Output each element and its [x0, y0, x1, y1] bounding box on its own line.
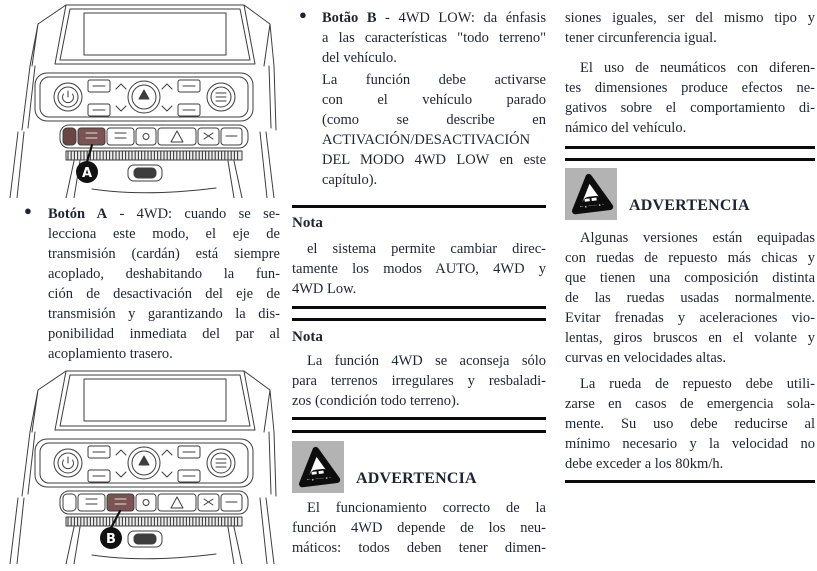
nota-2-body: La función 4WD se aconseja sólo para terrenos irregulares y resbaladi- zos (condición todo terreno). — [292, 353, 546, 409]
bullet-icon: ● — [24, 203, 32, 218]
warning-triangle-car-icon — [565, 168, 617, 220]
nota-1-body: el sistema permite cambiar direc- tamente los modos AUTO, 4WD y 4WD Low. — [292, 241, 546, 297]
bullet-icon: ● — [299, 7, 307, 22]
botao-b-paragraph-2 — [292, 70, 546, 190]
svg-text:A: A — [81, 166, 93, 181]
middle-column — [292, 0, 546, 571]
nota-1-heading: Nota — [292, 215, 323, 231]
left-column — [8, 0, 280, 571]
advertencia-heading: ADVERTENCIA — [629, 197, 750, 214]
rule — [565, 146, 815, 149]
rule — [292, 417, 546, 420]
warning-header-spare-wheel — [565, 168, 815, 220]
rule — [292, 306, 546, 309]
botao-b-text: Botão B - 4WD LOW: da énfasis a las características "todo terreno" del vehículo. — [322, 10, 546, 66]
nota-2-heading: Nota — [292, 329, 323, 345]
spare-wheel-body-1: Algunas versiones están equipadas con ruedas de repuesto más chicas y que tienen una composición distinta de las ruedas usadas normalmente. Evitar frenadas y aceleraciones vio- lentas, giros bruscos en el volante y curvas en velocidades altas. — [565, 230, 815, 366]
boton-a-text: Botón A - 4WD: cuando se se- lecciona este modo, el eje de transmisión (cardán) está siempre acoplado, deshabitando la fun- ción de desactivación del eje de transmisión y garantizando la dis- ponibilidad inmediata del par al acoplamiento trasero. — [48, 206, 280, 362]
rule — [565, 480, 815, 483]
figure-console-button-b — [8, 368, 278, 571]
warning-triangle-car-icon — [292, 441, 344, 493]
figure-console-button-a — [8, 2, 278, 196]
right-column — [565, 0, 815, 571]
tires-paragraph-2: El uso de neumáticos con diferen- tes dimensiones produce efectos ne- gativos sobre el comportamiento di- námico del vehículo. — [565, 60, 815, 136]
bullet-boton-a — [8, 204, 280, 364]
warning-header-4wd — [292, 441, 546, 493]
tires-paragraph-1: siones iguales, ser del mismo tipo y tener circunferencia igual. — [565, 10, 815, 46]
advertencia-heading: ADVERTENCIA — [356, 470, 477, 487]
rule — [292, 205, 546, 208]
rule — [292, 430, 546, 433]
spare-wheel-body-2: La rueda de repuesto debe utili- zarse en casos de emergencia sola- mente. Su uso debe reducirse al mínimo necesario y la velocidad no debe exceder a los 80km/h. — [565, 376, 815, 472]
rule — [565, 158, 815, 161]
bullet-botao-b — [292, 8, 546, 68]
warning-4wd-body: El funcionamiento correcto de la función 4WD depende de los neu- máticos: todos deben tener dimen- — [292, 500, 546, 556]
svg-text:B: B — [106, 532, 116, 547]
center-console-illustration-a — [8, 2, 278, 198]
rule — [292, 318, 546, 321]
botao-b-activation-text: La función debe activarse con el vehículo parado (como se describe en ACTIVACIÓN/DESACTIVACIÓN DEL MODO 4WD LOW en este capítulo). — [322, 72, 546, 188]
center-console-illustration-b — [8, 368, 278, 564]
